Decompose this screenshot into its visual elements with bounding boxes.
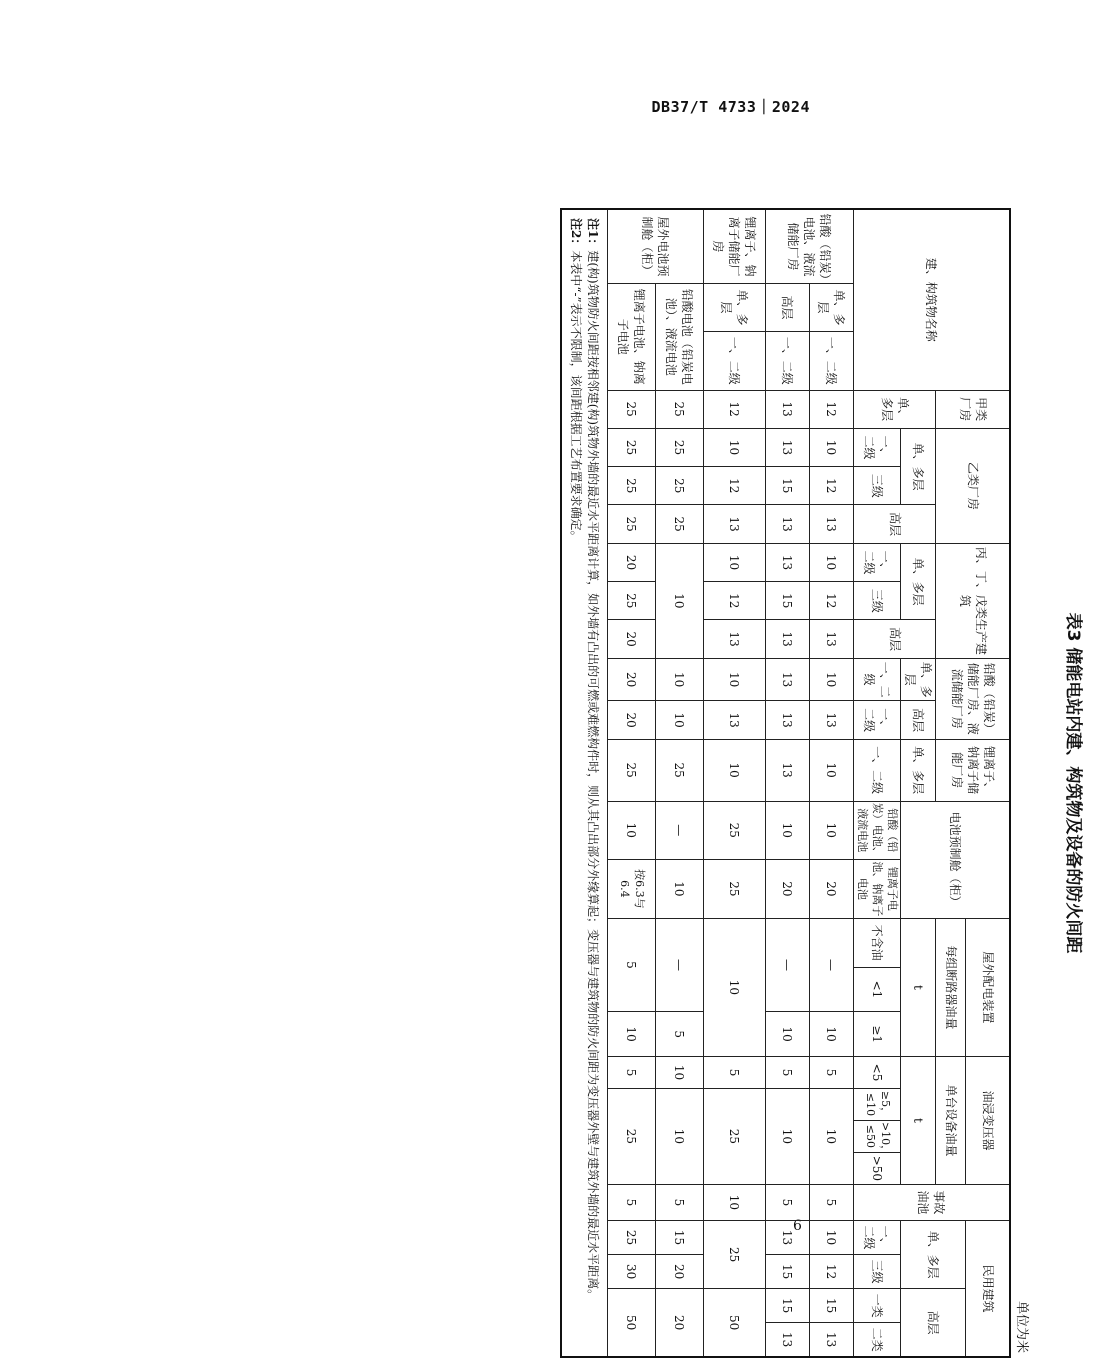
cell: 25 [607, 467, 655, 505]
header-a-single: 单、多层 [853, 390, 936, 428]
header-single-multi: 单、多层 [901, 1221, 966, 1289]
note-1: 注1：建(构)筑物防火间距按相邻建(构)筑物外墙的最近水平距离计算，如外墙有凸出的可燃或难燃构件时，则从其凸出部分外缘算起；变压器与建筑物的防火间距为变压器外壁与建筑外墙的最近水平距离。 [585, 218, 600, 1302]
cell: 10 [655, 658, 703, 701]
cell: 15 [809, 1289, 853, 1323]
header-lead-acid-cab: 铅酸（铅炭）电池、液流电池 [853, 801, 901, 860]
cell: 10 [607, 1012, 655, 1057]
cell: 20 [655, 1255, 703, 1289]
cell: 10 [809, 543, 853, 581]
header-cde-high: 高层 [853, 620, 936, 658]
header-class-cde: 丙、丁、戊类生产建筑 [936, 543, 1010, 658]
cell: 10 [703, 1184, 765, 1220]
cell: 13 [765, 505, 809, 543]
cell: 50 [607, 1289, 655, 1357]
table-row [703, 209, 765, 1357]
table-title: 表3 储能电站内建、构筑物及设备的防火间距 [1063, 612, 1083, 954]
header-civil-fire12: 一、二级 [853, 1221, 901, 1255]
header-ge1: ≥1 [853, 1012, 901, 1057]
row-grade: 一、二级 [703, 331, 765, 390]
cell: 13 [703, 620, 765, 658]
cell: 20 [607, 701, 655, 739]
header-b-high: 高层 [853, 505, 936, 543]
cell: 15 [765, 1255, 809, 1289]
cell: 13 [809, 620, 853, 658]
header-civil-class2: 二类 [853, 1323, 901, 1357]
cell: 13 [703, 701, 765, 739]
document-code: DB37/T 4733｜2024 [651, 98, 810, 116]
cell: 25 [655, 428, 703, 466]
cell: — [765, 918, 809, 1012]
header-no-oil: 不含油 [853, 918, 901, 967]
cell: 12 [809, 390, 853, 428]
cell: 20 [607, 543, 655, 581]
row-group-li-na: 锂离子、钠离子储能厂房 [703, 209, 765, 284]
row-group-lead-acid: 铅酸（铅炭）电池、液流储能厂房 [765, 209, 853, 284]
header-cde-single: 单、多层 [901, 543, 936, 620]
cell: 5 [607, 918, 655, 1012]
cell: 20 [765, 860, 809, 919]
header-outdoor-dist: 屋外配电装置 [966, 918, 1010, 1056]
cell: 10 [655, 543, 703, 658]
notes-cell [561, 209, 607, 1357]
cell: 20 [607, 658, 655, 701]
cell: — [655, 801, 703, 860]
cell: 25 [607, 505, 655, 543]
header-class-b: 乙类厂房 [936, 428, 1010, 543]
row-group-cabin: 屋外电池预制舱（柜） [607, 209, 703, 284]
cell: 13 [809, 505, 853, 543]
cell: 10 [655, 701, 703, 739]
cell: 13 [765, 701, 809, 739]
cell: 25 [607, 428, 655, 466]
cell: 25 [655, 739, 703, 801]
header-ton2: t [901, 1057, 936, 1185]
row-grade: 一、二级 [809, 331, 853, 390]
cell: 5 [655, 1012, 703, 1057]
header-accident-pool: 事故油池 [853, 1184, 1010, 1220]
header-li-na-cab: 锂离子电池、钠离子电池 [853, 860, 901, 919]
cell: 25 [655, 467, 703, 505]
unit-label: 单位为米 [1014, 1300, 1029, 1353]
table-row [607, 209, 655, 1357]
cell: 10 [809, 1089, 853, 1185]
table-row [809, 209, 853, 1357]
row-grade: 一、二级 [765, 331, 809, 390]
cell: 13 [809, 701, 853, 739]
row-sub: 单、多层 [703, 284, 765, 332]
note-2: 注2：本表中“-”表示不限制，该间距根据工艺布置要求确定。 [569, 218, 584, 543]
notes-row [561, 209, 607, 1357]
cell: 20 [809, 860, 853, 919]
cell: 10 [809, 1012, 853, 1057]
row-sub: 锂离子电池、钠离子电池 [607, 284, 655, 390]
cell: 13 [765, 390, 809, 428]
cell: 12 [809, 467, 853, 505]
cell: 15 [655, 1221, 703, 1255]
cell: 25 [607, 1221, 655, 1255]
cell: 30 [607, 1255, 655, 1289]
cell: 20 [607, 620, 655, 658]
table-row [765, 209, 809, 1357]
row-sub: 高层 [765, 284, 809, 332]
cell: 25 [703, 1089, 765, 1185]
cell: 25 [703, 1221, 765, 1289]
header-breaker-oil: 每组断路器油量 [936, 918, 966, 1056]
cell: 10 [703, 428, 765, 466]
cell: 10 [765, 801, 809, 860]
cell: 10 [765, 1012, 809, 1057]
cell: 25 [703, 801, 765, 860]
cell: 25 [655, 505, 703, 543]
cell: — [655, 918, 703, 1012]
cell: 12 [809, 1255, 853, 1289]
cell: 13 [765, 543, 809, 581]
header-battery-cabin: 电池预制舱（柜） [901, 801, 1010, 918]
header-la-high-fire12: 一、二级 [853, 701, 901, 739]
cell: 13 [703, 505, 765, 543]
header-gt10-le50: >10，≤50 [853, 1120, 901, 1152]
header-b-fire3: 三级 [853, 467, 901, 505]
cell: 按6.3与6.4 [607, 860, 655, 919]
page-number: 6 [793, 1218, 802, 1234]
cell: 13 [809, 1323, 853, 1357]
header-la-single: 单、多层 [901, 658, 936, 701]
row-sub: 铅酸电池（铅炭电池）、液流电池 [655, 284, 703, 390]
cell: — [809, 918, 853, 1012]
header-civil: 民用建筑 [966, 1221, 1010, 1357]
header-name: 建、构筑物名称 [853, 209, 1010, 390]
cell: 10 [809, 1221, 853, 1255]
cell: 13 [765, 658, 809, 701]
cell: 13 [765, 1323, 809, 1357]
header-b-fire12: 一、二级 [853, 428, 901, 466]
cell: 10 [809, 428, 853, 466]
header-high-rise: 高层 [901, 1289, 966, 1357]
header-cde-fire3: 三级 [853, 582, 901, 620]
cell: 15 [765, 582, 809, 620]
cell: 25 [655, 390, 703, 428]
table-row [655, 209, 703, 1357]
cell: 10 [607, 801, 655, 860]
header-ge5-le10: ≥5，≤10 [853, 1089, 901, 1121]
cell: 15 [765, 467, 809, 505]
header-civil-class1: 一类 [853, 1289, 901, 1323]
cell: 12 [703, 467, 765, 505]
cell: 12 [703, 390, 765, 428]
header-ton: t [901, 918, 936, 1056]
cell: 50 [703, 1289, 765, 1357]
cell: 25 [607, 1089, 655, 1185]
cell: 10 [655, 1057, 703, 1089]
header-la-fire12: 一、二级 [853, 658, 901, 701]
header-li-fire12: 一、二级 [853, 739, 901, 801]
cell: 10 [809, 801, 853, 860]
fire-distance-table [560, 208, 1011, 1358]
header-class-a: 甲类厂房 [936, 390, 1010, 428]
header-cde-fire12: 一、二级 [853, 543, 901, 581]
header-b-single: 单、多层 [901, 428, 936, 505]
cell: 10 [655, 1089, 703, 1185]
cell: 20 [655, 1289, 703, 1357]
cell: 5 [809, 1184, 853, 1220]
cell: 10 [703, 543, 765, 581]
cell: 12 [809, 582, 853, 620]
cell: 25 [607, 739, 655, 801]
header-civil-fire3: 三级 [853, 1255, 901, 1289]
cell: 10 [809, 739, 853, 801]
cell: 15 [765, 1289, 809, 1323]
cell: 25 [703, 860, 765, 919]
cell: 13 [765, 428, 809, 466]
header-la-high: 高层 [901, 701, 936, 739]
header-lt5: <5 [853, 1057, 901, 1089]
cell: 25 [607, 390, 655, 428]
cell: 10 [655, 860, 703, 919]
cell: 13 [765, 620, 809, 658]
cell: 10 [703, 918, 765, 1056]
cell: 10 [809, 658, 853, 701]
header-lead-acid-room: 铅酸（铅炭）储能厂房、液流储能厂房 [936, 658, 1010, 739]
cell: 5 [765, 1057, 809, 1089]
cell: 5 [607, 1057, 655, 1089]
cell: 10 [765, 1089, 809, 1185]
cell: 12 [703, 582, 765, 620]
rotated-table-page [0, 208, 1093, 1353]
header-lt1: <1 [853, 967, 901, 1012]
cell: 5 [655, 1184, 703, 1220]
header-li-na-room: 锂离子、钠离子储能厂房 [936, 739, 1010, 801]
header-unit-oil: 单台设备油量 [936, 1057, 966, 1185]
cell: 5 [765, 1184, 809, 1220]
cell: 13 [765, 739, 809, 801]
cell: 10 [703, 658, 765, 701]
cell: 5 [607, 1184, 655, 1220]
header-li-single: 单、多层 [901, 739, 936, 801]
cell: 5 [809, 1057, 853, 1089]
cell: 10 [703, 739, 765, 801]
cell: 13 [765, 1221, 809, 1255]
row-sub: 单、多层 [809, 284, 853, 332]
header-gt50: >50 [853, 1152, 901, 1184]
cell: 5 [703, 1057, 765, 1089]
cell: 25 [607, 582, 655, 620]
header-oil-transformer: 油浸变压器 [966, 1057, 1010, 1185]
